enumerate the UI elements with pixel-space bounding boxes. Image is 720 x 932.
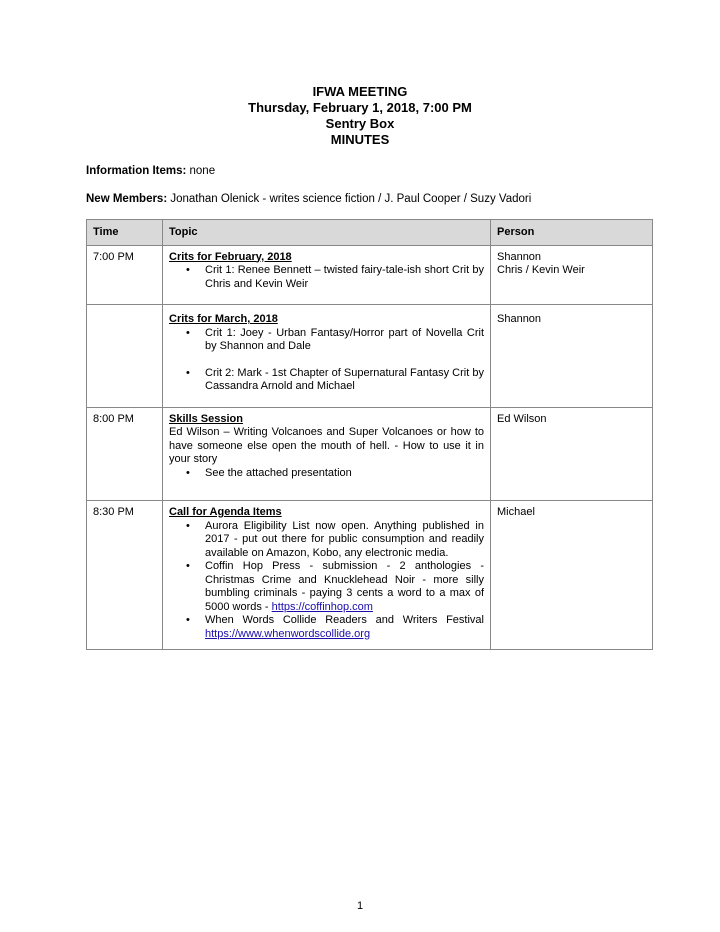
person-line: Michael [497,506,535,518]
topic-title: Skills Session [169,412,243,425]
title-line-4: MINUTES [330,132,390,147]
bullet-icon: • [186,326,190,339]
page-number: 1 [356,900,364,912]
row-time [87,305,163,408]
person-line: Ed Wilson [497,412,547,425]
new-members-label: New Members: [86,193,168,205]
row-topic [163,407,491,501]
row-topic [163,501,491,650]
coffinhop-link[interactable]: https://coffinhop.com [271,600,373,613]
list-item [169,467,484,481]
header-time: Time [87,220,163,246]
list-item [169,614,484,641]
bullet-icon: • [186,366,190,379]
list-item [169,264,484,291]
list-item-text: Coffin Hop Press - submission - 2 anthologies - Christmas Crime and Knucklehead Noir - more silly bumbling criminals - paying 3 cents a word to a max of 5000 words - [205,560,484,613]
list-item-text: Crit 1: Renee Bennett – twisted fairy-tale-ish short Crit by Chris and Kevin Weir [205,264,484,290]
topic-list [169,520,484,642]
table-row [87,245,653,305]
bullet-icon: • [186,264,190,276]
row-time: 7:00 PM [87,245,163,305]
row-time: 8:00 PM [87,407,163,501]
row-topic [163,305,491,408]
list-item [169,560,484,614]
bullet-icon: • [186,466,190,479]
information-items [86,164,215,179]
list-item-text: See the attached presentation [205,466,352,479]
table-row [87,407,653,501]
row-person [491,501,653,650]
agenda-table [86,219,653,650]
person-line: Shannon [497,313,542,325]
information-items-label: Information Items: [86,165,187,177]
row-time: 8:30 PM [87,501,163,650]
header-topic: Topic [163,220,491,246]
list-item-text: When Words Collide Readers and Writers Festival [205,614,484,626]
topic-list [169,467,484,481]
person-line: Shannon [497,250,542,263]
bullet-icon: • [186,519,190,532]
list-item-text: Crit 2: Mark - 1st Chapter of Supernatural Fantasy Crit by Cassandra Arnold and Michael [205,366,484,392]
bullet-icon: • [186,614,190,626]
information-items-value: none [186,165,216,177]
list-item-text: Aurora Eligibility List now open. Anything published in 2017 - put out there for public consumption and readily available on Amazon, Kobo, any electronic media. [205,519,484,559]
table-row [87,501,653,650]
row-topic [163,245,491,305]
row-person [491,407,653,501]
topic-title: Crits for March, 2018 [169,313,278,325]
person-line: Chris / Kevin Weir [497,264,585,276]
document-title [0,84,720,148]
list-item [169,367,484,394]
list-item [169,327,484,354]
bullet-icon: • [186,560,190,572]
title-line-2: Thursday, February 1, 2018, 7:00 PM [248,100,472,115]
new-members-value: Jonathan Olenick - writes science fiction / J. Paul Cooper / Suzy Vadori [167,193,532,205]
topic-description: Ed Wilson – Writing Volcanoes and Super Volcanoes or how to have someone else open the mouth of hell. - How to use it in your story [169,426,484,465]
list-item-text: Crit 1: Joey - Urban Fantasy/Horror part of Novella Crit by Shannon and Dale [205,326,484,352]
topic-list [169,264,484,291]
title-line-3: Sentry Box [325,116,395,131]
row-person [491,305,653,408]
whenwordscollide-link[interactable]: https://www.whenwordscollide.org [205,627,371,640]
list-spacer [169,354,484,367]
topic-title: Crits for February, 2018 [169,250,292,263]
table-header-row [87,220,653,246]
row-person [491,245,653,305]
topic-title: Call for Agenda Items [169,506,282,518]
topic-list [169,327,484,394]
new-members [86,192,531,207]
header-person: Person [491,220,653,246]
title-line-1: IFWA MEETING [312,84,408,99]
table-row [87,305,653,408]
list-item [169,520,484,561]
